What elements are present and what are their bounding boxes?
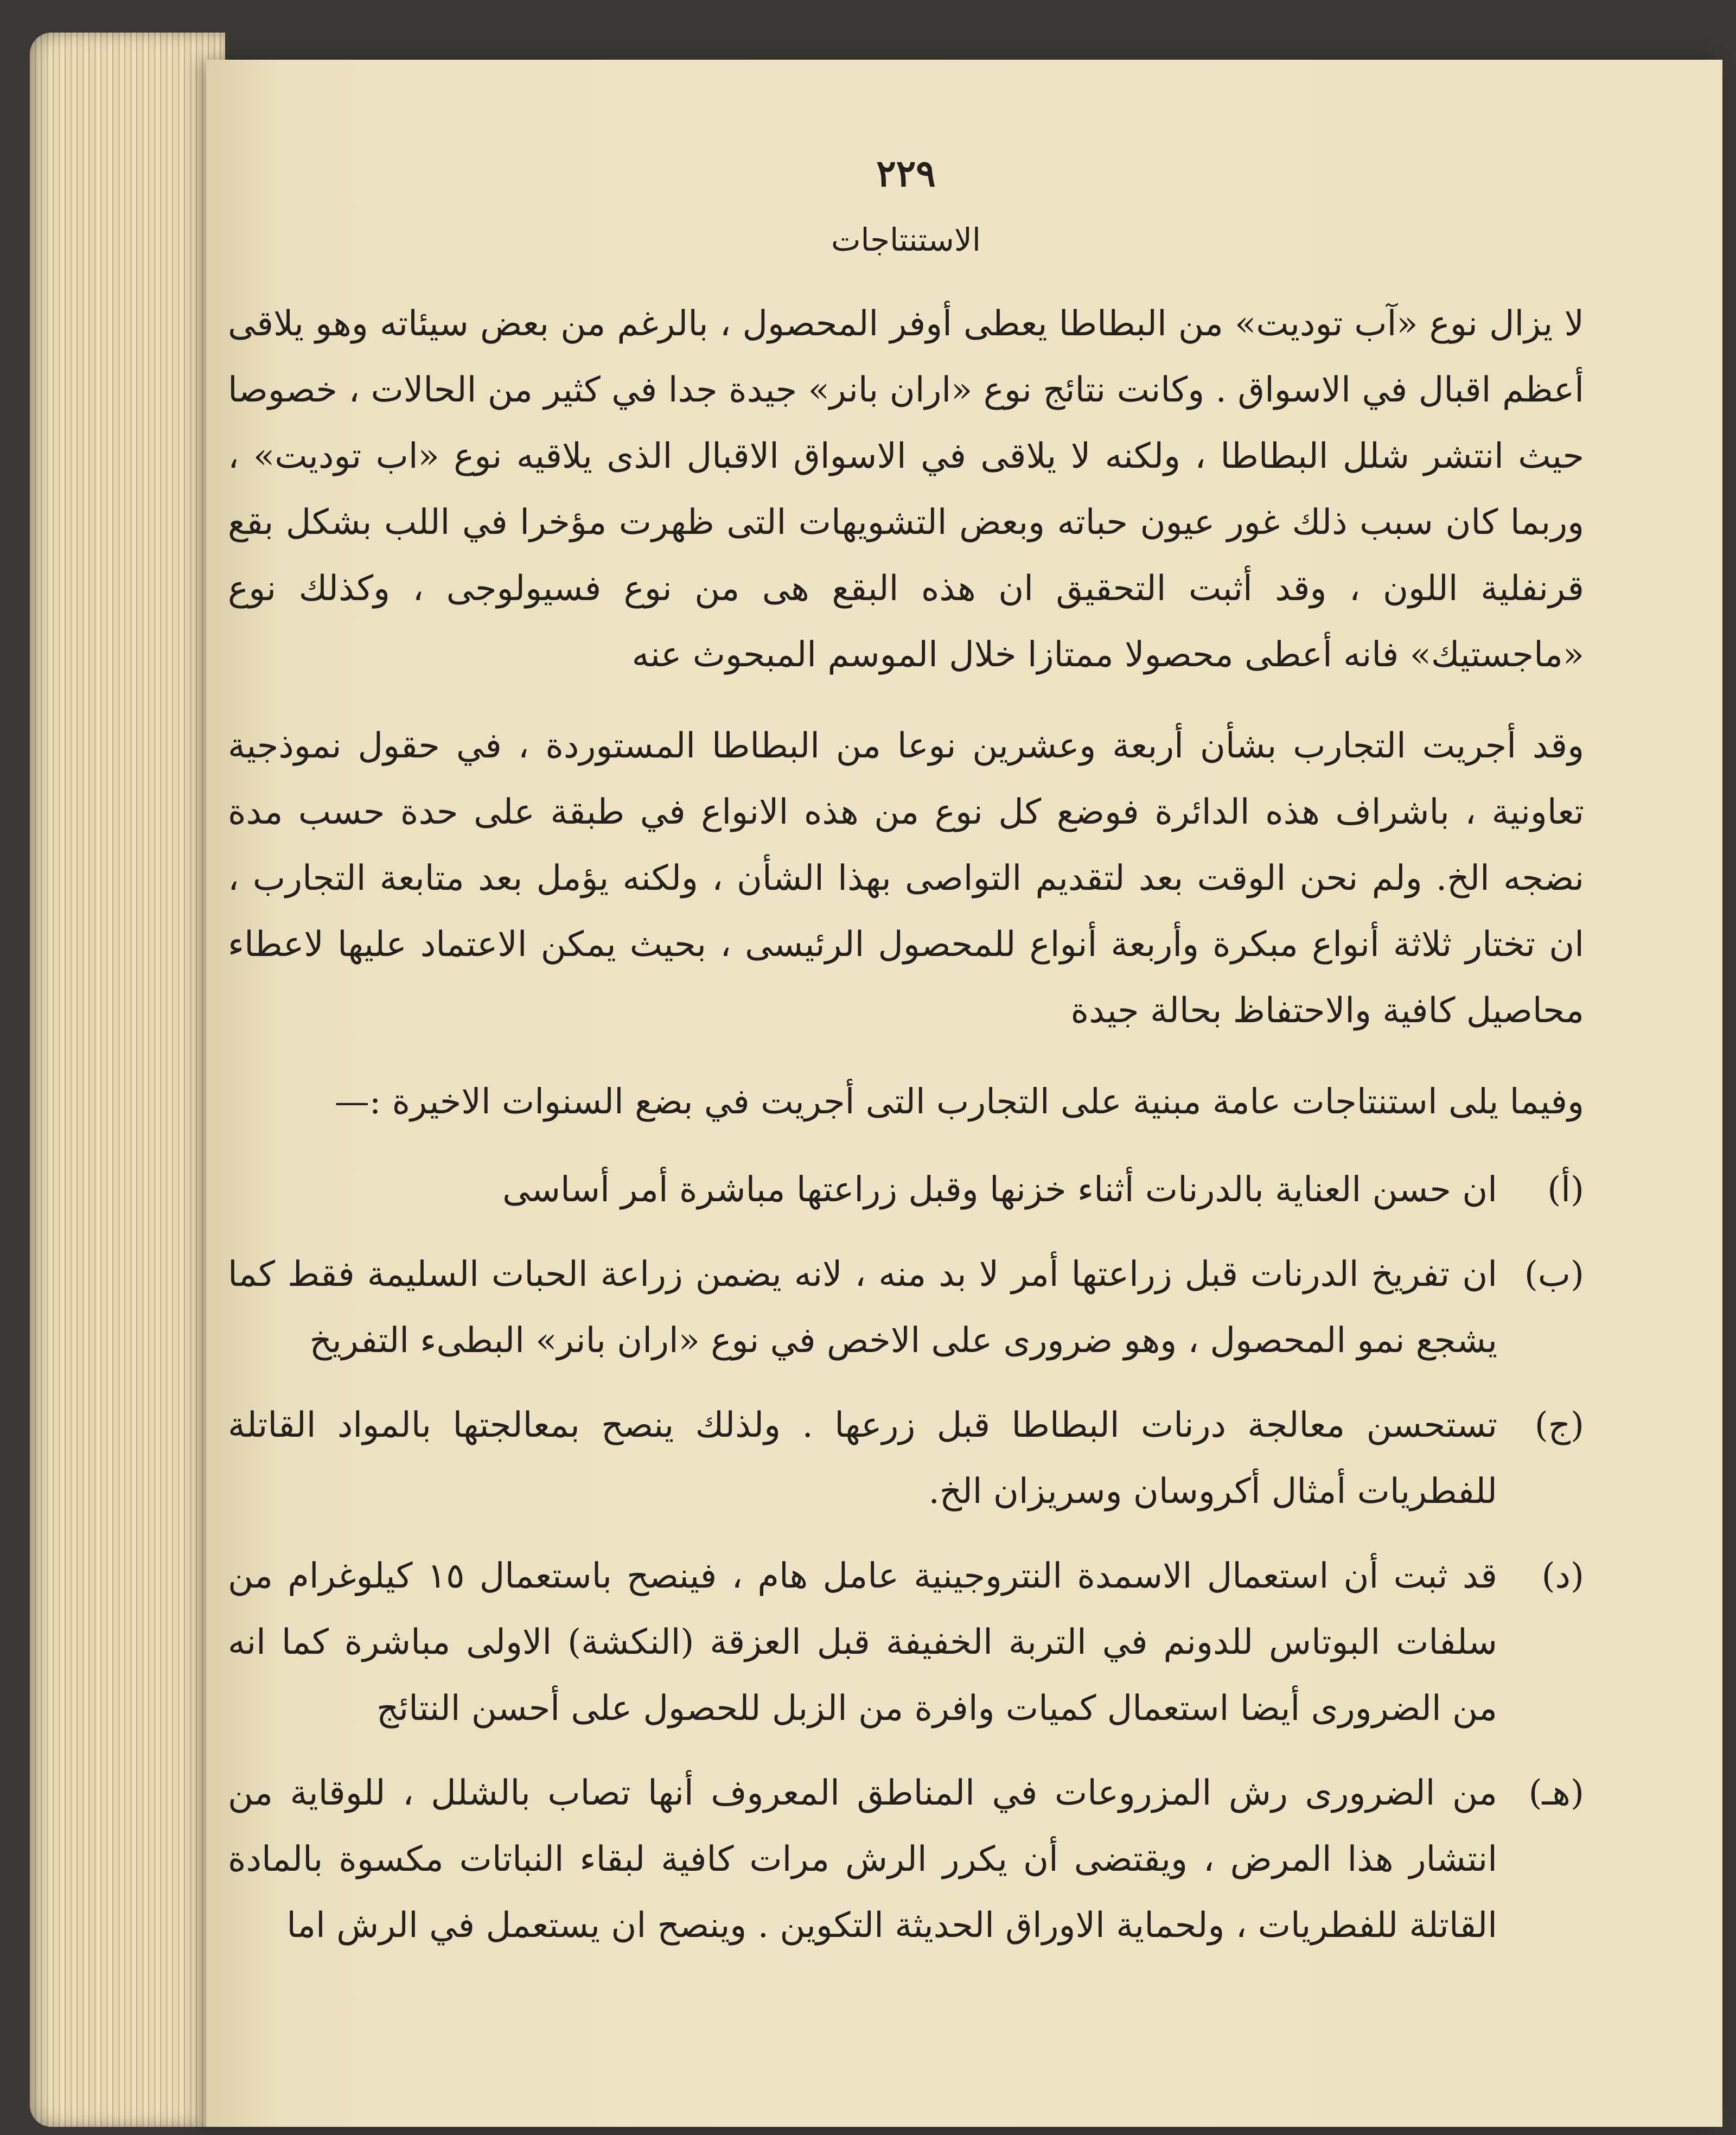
section-heading: الاستنتاجات: [831, 221, 981, 258]
paragraph-2: وقد أجريت التجارب بشأن أربعة وعشرين نوعا من البطاطا المستوردة ، في حقول نموذجية تعاونية ، باشراف هذه الدائرة فوضع كل نوع من هذه الانواع في طبقة على حدة حسب مدة نضجه الخ. ولم نحن الوقت بعد لتقديم التواصى بهذا الشأن ، ولكنه يؤمل بعد متابعة التجارب ، ان تختار ثلاثة أنواع مبكرة وأربعة أنواع للمحصول الرئيسى ، بحيث يمكن الاعتماد عليها لاعطاء محاصيل كافية والاحتفاظ بحالة جيدة: [228, 726, 1584, 1031]
list-item: [228, 1760, 1584, 1959]
list-item-text: قد ثبت أن استعمال الاسمدة النتروجينية عامل هام ، فينصح باستعمال ١٥ كيلوغرام من سلفات البوتاس للدونم في التربة الخفيفة قبل العزقة (النكشة) الاولى مباشرة كما انه من الضرورى أيضا استعمال كميات وافرة من الزبل للحصول على أحسن النتائج: [228, 1556, 1498, 1729]
paragraph-1: لا يزال نوع «آب توديت» من البطاطا يعطى أوفر المحصول ، بالرغم من بعض سيئاته وهو يلاقى أعظم اقبال في الاسواق . وكانت نتائج نوع «اران بانر» جيدة جدا في كثير من الحالات ، خصوصا حيث انتشر شلل البطاطا ، ولكنه لا يلاقى في الاسواق الاقبال الذى يلاقيه نوع «اب توديت» ، وربما كان سبب ذلك غور عيون حباته وبعض التشويهات التى ظهرت مؤخرا في اللب بشكل بقع قرنفلية اللون ، وقد أثبت التحقيق ان هذه البقع هى من نوع فسيولوجى ، وكذلك نوع «ماجستيك» فانه أعطى محصولا ممتازا خلال الموسم المبحوث عنه: [228, 304, 1585, 675]
list-marker: (هـ): [1528, 1773, 1584, 1813]
list-item: [228, 1543, 1584, 1742]
page-number: ٢٢٩: [876, 152, 936, 195]
list-item: [228, 1241, 1584, 1374]
list-intro: وفيما يلى استنتاجات عامة مبنية على التجارب التى أجريت في بضع السنوات الاخيرة :—: [334, 1082, 1584, 1122]
list-item-text: من الضرورى رش المزروعات في المناطق المعروف أنها تصاب بالشلل ، للوقاية من انتشار هذا المرض ، ويقتضى أن يكرر الرش مرات كافية لبقاء النباتات مكسوة بالمادة القاتلة للفطريات ، ولحماية الاوراق الحديثة التكوين . وينصح ان يستعمل في الرش اما: [228, 1773, 1498, 1946]
list-item-text: تستحسن معالجة درنات البطاطا قبل زرعها . ولذلك ينصح بمعالجتها بالمواد القاتلة للفطريات أمثال أكروسان وسريزان الخ.: [228, 1405, 1497, 1512]
list-item-text: ان تفريخ الدرنات قبل زراعتها أمر لا بد منه ، لانه يضمن زراعة الحبات السليمة فقط كما يشجع نمو المحصول ، وهو ضرورى على الاخص في نوع «اران بانر» البطىء التفريخ: [228, 1254, 1497, 1361]
list-item: [228, 1157, 1584, 1223]
page-text: [228, 152, 1584, 1977]
list-marker: (أ): [1547, 1170, 1584, 1210]
list-marker: (ب): [1524, 1254, 1584, 1295]
list-marker: (د): [1541, 1556, 1584, 1596]
list-marker: (ج): [1534, 1405, 1584, 1445]
page-edges: [30, 33, 225, 2127]
list-item: [228, 1392, 1584, 1525]
list-item-text: ان حسن العناية بالدرنات أثناء خزنها وقبل زراعتها مباشرة أمر أساسى: [502, 1170, 1497, 1210]
